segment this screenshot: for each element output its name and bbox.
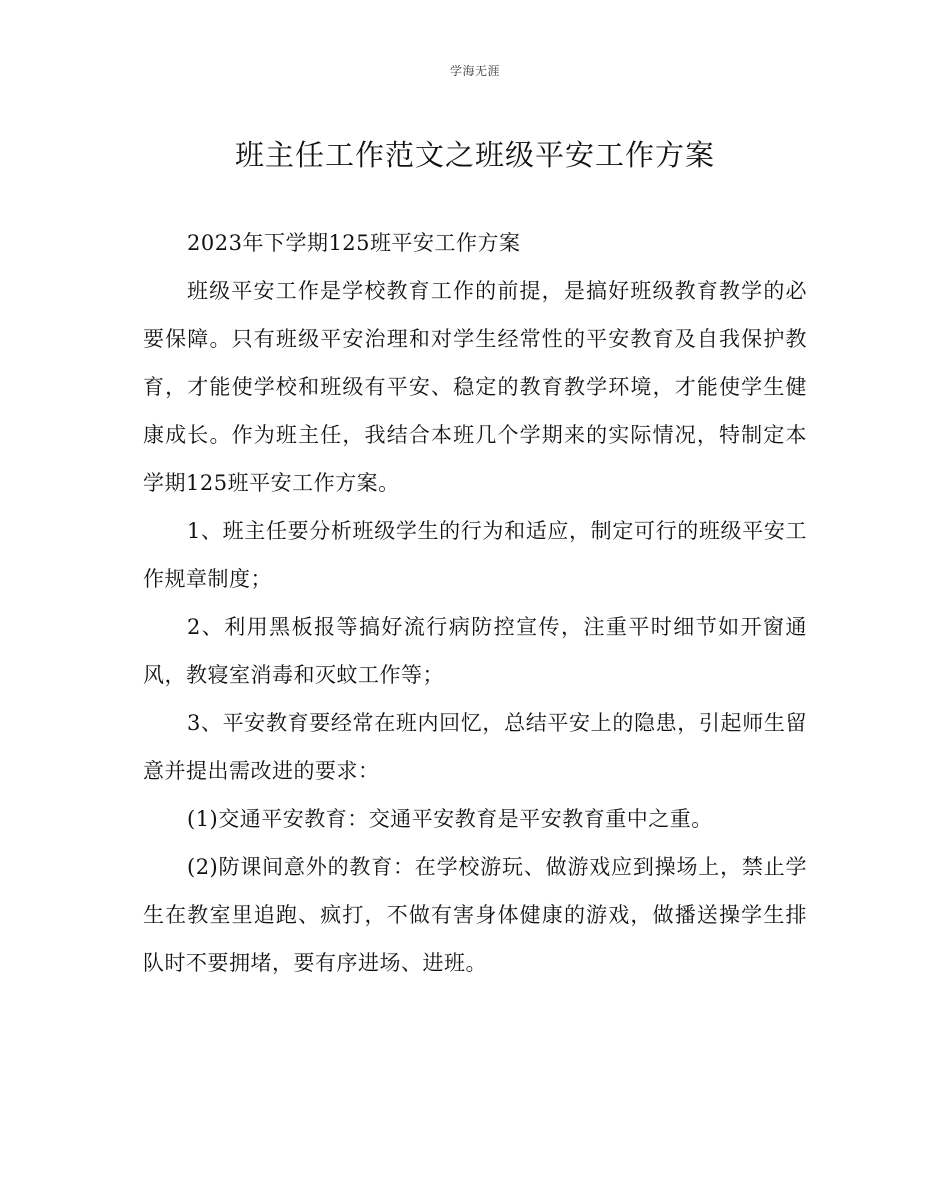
item-paragraph: 1、班主任要分析班级学生的行为和适应，制定可行的班级平安工作规章制度；	[143, 519, 807, 591]
document-title: 班主任工作范文之班级平安工作方案	[234, 138, 715, 172]
item-paragraph: 3、平安教育要经常在班内回忆，总结平安上的隐患，引起师生留意并提出需改进的要求：	[143, 711, 807, 783]
subtitle-paragraph: 2023年下学期125班平安工作方案	[187, 231, 521, 255]
subitem-paragraph: (2)防课间意外的教育：在学校游玩、做游戏应到操场上，禁止学生在教室里追跑、疯打，不做有害身体健康的游戏，做播送操学生排队时不要拥堵，要有序进场、进班。	[143, 855, 807, 975]
item-paragraph: 2、利用黑板报等搞好流行病防控宣传，注重平时细节如开窗通风，教寝室消毒和灭蚊工作等；	[143, 615, 807, 687]
intro-paragraph: 班级平安工作是学校教育工作的前提，是搞好班级教育教学的必要保障。只有班级平安治理和对学生经常性的平安教育及自我保护教育，才能使学校和班级有平安、稳定的教育教学环境，才能使学生健康成长。作为班主任，我结合本班几个学期来的实际情况，特制定本学期125班平安工作方案。	[143, 279, 807, 495]
page-header: 学海无涯	[449, 64, 500, 78]
document-body	[143, 219, 807, 987]
subitem-paragraph: (1)交通平安教育：交通平安教育是平安教育重中之重。	[187, 807, 713, 831]
